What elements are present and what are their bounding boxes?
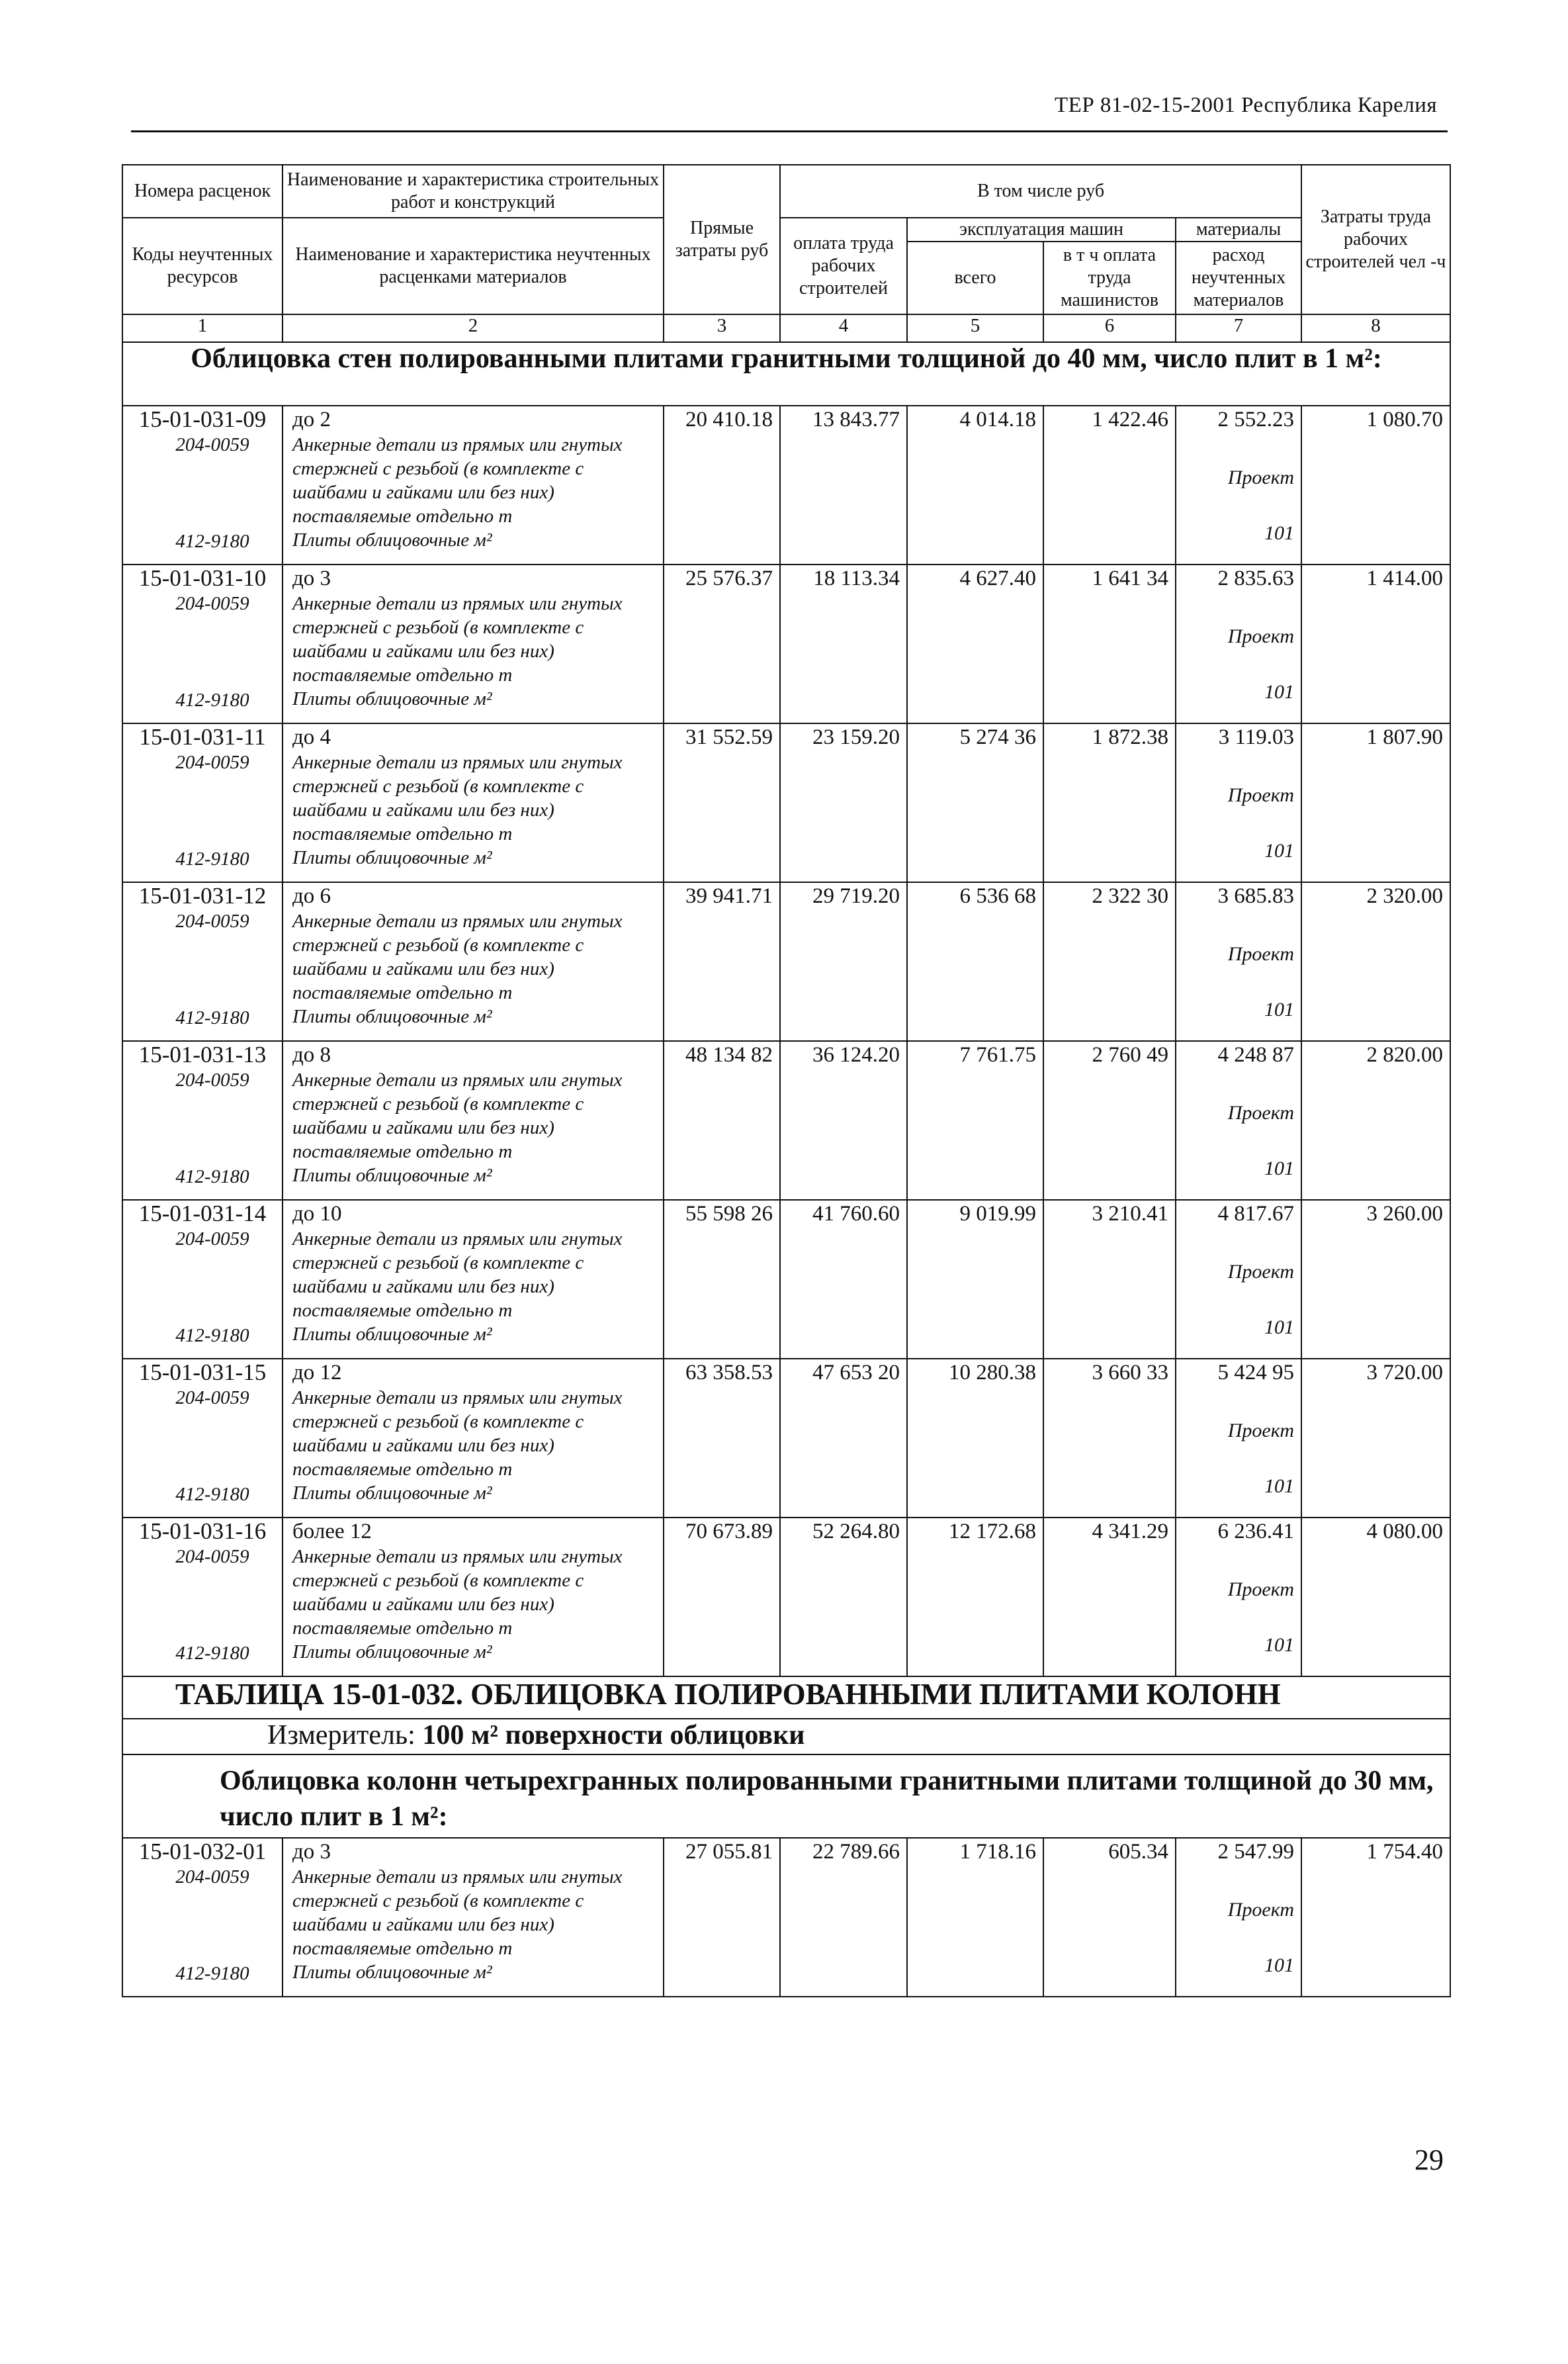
resource-name: Анкерные детали из прямых или гнутых стержней с резьбой (в комплекте с шайбами и гайками или без них) поставляемые отдельно т <box>292 434 623 527</box>
resource-name: Плиты облицовочные м² <box>292 1641 492 1662</box>
direct-cost: 27 055.81 <box>664 1838 780 1997</box>
machines-wages-cost: 1 872.38 <box>1043 723 1176 882</box>
materials-cost: 4 817.67 <box>1217 1202 1295 1226</box>
materials-qty: 101 <box>1264 999 1295 1021</box>
labor-cost: 1 080.70 <box>1301 406 1450 565</box>
rate-code: 15-01-031-11 <box>139 724 266 750</box>
resource-name: Плиты облицовочные м² <box>292 1482 492 1504</box>
materials-cell <box>1176 1518 1301 1676</box>
resource-code: 412-9180 <box>175 1484 249 1505</box>
resource-name: Плиты облицовочные м² <box>292 1324 492 1345</box>
work-name: до 10 <box>292 1202 342 1226</box>
rates-table <box>122 164 1451 1997</box>
machines-cost: 6 536 68 <box>907 882 1043 1041</box>
table-unit-row <box>122 1719 1450 1754</box>
direct-cost: 25 576.37 <box>664 565 780 723</box>
wages-cost: 36 124.20 <box>780 1041 907 1200</box>
table-row <box>122 1041 1450 1200</box>
name-cell <box>283 882 664 1041</box>
col-machines: эксплуатация машин <box>907 218 1176 242</box>
resource-code: 412-9180 <box>175 690 249 711</box>
unit-value: 100 м² поверхности облицовки <box>422 1720 805 1750</box>
labor-cost: 3 260.00 <box>1301 1200 1450 1359</box>
materials-cell <box>1176 1359 1301 1518</box>
rate-code: 15-01-031-15 <box>138 1359 267 1385</box>
machines-wages-cost: 1 641 34 <box>1043 565 1176 723</box>
resource-name: Анкерные детали из прямых или гнутых стержней с резьбой (в комплекте с шайбами и гайками или без них) поставляемые отдельно т <box>292 752 623 844</box>
resource-name: Анкерные детали из прямых или гнутых стержней с резьбой (в комплекте с шайбами и гайками или без них) поставляемые отдельно т <box>292 1866 623 1959</box>
section-title: Облицовка колонн четырехгранных полированными гранитными плитами толщиной до 30 мм, число плит в 1 м²: <box>122 1754 1450 1838</box>
table2-head <box>122 1676 1450 1838</box>
name-cell <box>283 406 664 565</box>
col-labor: Затраты труда рабочих строителей чел -ч <box>1301 165 1450 314</box>
materials-cell <box>1176 1041 1301 1200</box>
labor-cost: 4 080.00 <box>1301 1518 1450 1676</box>
materials-project: Проект <box>1227 1899 1295 1921</box>
wages-cost: 41 760.60 <box>780 1200 907 1359</box>
code-cell <box>122 565 283 723</box>
materials-cost: 5 424 95 <box>1217 1361 1295 1385</box>
resource-code: 204-0059 <box>175 911 249 932</box>
machines-wages-cost: 4 341.29 <box>1043 1518 1176 1676</box>
materials-cell <box>1176 565 1301 723</box>
materials-cell <box>1176 1838 1301 1997</box>
name-cell <box>283 1518 664 1676</box>
code-cell <box>122 406 283 565</box>
code-cell <box>122 1838 283 1997</box>
table-row <box>122 723 1450 882</box>
materials-qty: 101 <box>1264 1158 1295 1179</box>
direct-cost: 31 552.59 <box>664 723 780 882</box>
materials-project: Проект <box>1227 1420 1295 1441</box>
col-number: 7 <box>1176 314 1301 342</box>
code-cell <box>122 1359 283 1518</box>
resource-code: 204-0059 <box>175 1546 249 1567</box>
resource-code: 412-9180 <box>175 1643 249 1664</box>
col-code-bottom: Коды неучтенных ресурсов <box>122 218 283 314</box>
col-materials-unaccounted: расход неучтенных материалов <box>1176 242 1301 314</box>
resource-name: Плиты облицовочные м² <box>292 1962 492 1983</box>
work-name: до 3 <box>292 1840 331 1864</box>
direct-cost: 20 410.18 <box>664 406 780 565</box>
code-cell <box>122 1200 283 1359</box>
resource-code: 412-9180 <box>175 1007 249 1028</box>
rate-code: 15-01-031-16 <box>138 1518 267 1544</box>
machines-wages-cost: 2 760 49 <box>1043 1041 1176 1200</box>
labor-cost: 2 820.00 <box>1301 1041 1450 1200</box>
header-rule <box>131 130 1448 132</box>
resource-name: Анкерные детали из прямых или гнутых стержней с резьбой (в комплекте с шайбами и гайками или без них) поставляемые отдельно т <box>292 911 623 1003</box>
section-title-row <box>122 1754 1450 1838</box>
resource-name: Плиты облицовочные м² <box>292 1165 492 1186</box>
rate-code: 15-01-031-12 <box>138 883 267 909</box>
materials-qty: 101 <box>1264 681 1295 703</box>
materials-project: Проект <box>1227 784 1295 806</box>
rate-code: 15-01-031-13 <box>138 1042 267 1068</box>
materials-cost: 6 236.41 <box>1217 1520 1295 1543</box>
table-row <box>122 406 1450 565</box>
resource-name: Анкерные детали из прямых или гнутых стержней с резьбой (в комплекте с шайбами и гайками или без них) поставляемые отдельно т <box>292 1228 623 1321</box>
materials-cell <box>1176 723 1301 882</box>
materials-qty: 101 <box>1264 1316 1295 1338</box>
machines-wages-cost: 3 660 33 <box>1043 1359 1176 1518</box>
work-name: до 8 <box>292 1043 331 1067</box>
table-row <box>122 565 1450 723</box>
machines-cost: 5 274 36 <box>907 723 1043 882</box>
col-materials: материалы <box>1176 218 1301 242</box>
materials-cell <box>1176 1200 1301 1359</box>
rate-code: 15-01-031-14 <box>138 1201 267 1226</box>
materials-qty: 101 <box>1264 1634 1295 1656</box>
resource-code: 412-9180 <box>175 1963 249 1984</box>
materials-cost: 2 547.99 <box>1217 1840 1295 1864</box>
code-cell <box>122 1518 283 1676</box>
resource-name: Плиты облицовочные м² <box>292 1006 492 1027</box>
machines-wages-cost: 605.34 <box>1043 1838 1176 1997</box>
materials-qty: 101 <box>1264 840 1295 862</box>
table-title-row <box>122 1676 1450 1719</box>
direct-cost: 70 673.89 <box>664 1518 780 1676</box>
materials-cost: 3 119.03 <box>1218 725 1295 749</box>
rate-code: 15-01-031-10 <box>138 565 267 591</box>
materials-project: Проект <box>1227 1261 1295 1283</box>
col-machines-total: всего <box>907 242 1043 314</box>
col-number: 3 <box>664 314 780 342</box>
materials-project: Проект <box>1227 1578 1295 1600</box>
name-cell <box>283 723 664 882</box>
page-number: 29 <box>1415 2144 1444 2176</box>
direct-cost: 55 598 26 <box>664 1200 780 1359</box>
resource-name: Анкерные детали из прямых или гнутых стержней с резьбой (в комплекте с шайбами и гайками или без них) поставляемые отдельно т <box>292 1069 623 1162</box>
col-direct: Прямые затраты руб <box>664 165 780 314</box>
table-row <box>122 1200 1450 1359</box>
code-cell <box>122 1041 283 1200</box>
col-number: 2 <box>283 314 664 342</box>
resource-name: Анкерные детали из прямых или гнутых стержней с резьбой (в комплекте с шайбами и гайками или без них) поставляемые отдельно т <box>292 1546 623 1639</box>
name-cell <box>283 1200 664 1359</box>
code-cell <box>122 882 283 1041</box>
materials-cell <box>1176 406 1301 565</box>
col-code-top: Номера расценок <box>122 165 283 218</box>
machines-cost: 9 019.99 <box>907 1200 1043 1359</box>
table-unit <box>122 1719 1450 1754</box>
resource-code: 412-9180 <box>175 1325 249 1346</box>
materials-project: Проект <box>1227 943 1295 965</box>
table2-body <box>122 1838 1450 1997</box>
col-number: 8 <box>1301 314 1450 342</box>
col-number: 4 <box>780 314 907 342</box>
rate-code: 15-01-032-01 <box>138 1839 267 1864</box>
col-number: 6 <box>1043 314 1176 342</box>
materials-qty: 101 <box>1264 522 1295 544</box>
materials-qty: 101 <box>1264 1954 1295 1976</box>
materials-cell <box>1176 882 1301 1041</box>
work-name: более 12 <box>292 1520 372 1543</box>
materials-cost: 2 552.23 <box>1217 408 1295 432</box>
column-numbers-row <box>122 314 1450 342</box>
direct-cost: 39 941.71 <box>664 882 780 1041</box>
materials-cost: 2 835.63 <box>1217 567 1295 590</box>
labor-cost: 2 320.00 <box>1301 882 1450 1041</box>
name-cell <box>283 565 664 723</box>
col-number: 1 <box>122 314 283 342</box>
machines-cost: 10 280.38 <box>907 1359 1043 1518</box>
materials-cost: 3 685.83 <box>1217 884 1295 908</box>
labor-cost: 1 754.40 <box>1301 1838 1450 1997</box>
wages-cost: 23 159.20 <box>780 723 907 882</box>
section-title: Облицовка стен полированными плитами гранитными толщиной до 40 мм, число плит в 1 м²: <box>122 342 1450 406</box>
materials-project: Проект <box>1227 625 1295 647</box>
table-row <box>122 1359 1450 1518</box>
table-title: ТАБЛИЦА 15-01-032. ОБЛИЦОВКА ПОЛИРОВАННЫМИ ПЛИТАМИ КОЛОНН <box>122 1676 1450 1719</box>
labor-cost: 3 720.00 <box>1301 1359 1450 1518</box>
wages-cost: 22 789.66 <box>780 1838 907 1997</box>
code-cell <box>122 723 283 882</box>
document-header: ТЕР 81-02-15-2001 Республика Карелия <box>1055 93 1438 117</box>
col-name-top: Наименование и характеристика строительных работ и конструкций <box>283 165 664 218</box>
col-number: 5 <box>907 314 1043 342</box>
resource-code: 412-9180 <box>175 531 249 552</box>
work-name: до 3 <box>292 567 331 590</box>
rate-code: 15-01-031-09 <box>138 406 267 432</box>
resource-name: Плиты облицовочные м² <box>292 688 492 709</box>
direct-cost: 48 134 82 <box>664 1041 780 1200</box>
resource-code: 204-0059 <box>175 1228 249 1250</box>
col-name-bottom: Наименование и характеристика неучтенных расценками материалов <box>283 218 664 314</box>
resource-code: 204-0059 <box>175 752 249 773</box>
labor-cost: 1 414.00 <box>1301 565 1450 723</box>
wages-cost: 52 264.80 <box>780 1518 907 1676</box>
work-name: до 12 <box>292 1361 342 1385</box>
resource-code: 412-9180 <box>175 1166 249 1187</box>
name-cell <box>283 1041 664 1200</box>
section1-body <box>122 342 1450 1676</box>
direct-cost: 63 358.53 <box>664 1359 780 1518</box>
resource-name: Анкерные детали из прямых или гнутых стержней с резьбой (в комплекте с шайбами и гайками или без них) поставляемые отдельно т <box>292 1387 623 1480</box>
machines-cost: 12 172.68 <box>907 1518 1043 1676</box>
col-wages: оплата труда рабочих строителей <box>780 218 907 314</box>
col-machines-wages: в т ч оплата труда машинистов <box>1043 242 1176 314</box>
resource-code: 204-0059 <box>175 593 249 614</box>
table-row <box>122 882 1450 1041</box>
resource-code: 204-0059 <box>175 1866 249 1887</box>
resource-name: Анкерные детали из прямых или гнутых стержней с резьбой (в комплекте с шайбами и гайками или без них) поставляемые отдельно т <box>292 593 623 686</box>
name-cell <box>283 1838 664 1997</box>
machines-cost: 4 014.18 <box>907 406 1043 565</box>
section-title-row <box>122 342 1450 406</box>
materials-project: Проект <box>1227 1102 1295 1124</box>
materials-qty: 101 <box>1264 1475 1295 1497</box>
machines-cost: 1 718.16 <box>907 1838 1043 1997</box>
machines-wages-cost: 2 322 30 <box>1043 882 1176 1041</box>
wages-cost: 29 719.20 <box>780 882 907 1041</box>
resource-code: 204-0059 <box>175 1387 249 1408</box>
wages-cost: 47 653 20 <box>780 1359 907 1518</box>
resource-name: Плиты облицовочные м² <box>292 529 492 551</box>
labor-cost: 1 807.90 <box>1301 723 1450 882</box>
materials-cost: 4 248 87 <box>1217 1043 1295 1067</box>
col-incl: В том числе руб <box>780 165 1301 218</box>
machines-wages-cost: 3 210.41 <box>1043 1200 1176 1359</box>
resource-code: 204-0059 <box>175 1069 249 1091</box>
unit-label: Измеритель: <box>267 1720 415 1750</box>
name-cell <box>283 1359 664 1518</box>
wages-cost: 18 113.34 <box>780 565 907 723</box>
resource-name: Плиты облицовочные м² <box>292 847 492 868</box>
machines-cost: 4 627.40 <box>907 565 1043 723</box>
wages-cost: 13 843.77 <box>780 406 907 565</box>
table-row <box>122 1518 1450 1676</box>
work-name: до 4 <box>292 725 331 749</box>
work-name: до 6 <box>292 884 331 908</box>
table-row <box>122 1838 1450 1997</box>
machines-cost: 7 761.75 <box>907 1041 1043 1200</box>
resource-code: 412-9180 <box>175 848 249 870</box>
work-name: до 2 <box>292 408 331 432</box>
machines-wages-cost: 1 422.46 <box>1043 406 1176 565</box>
resource-code: 204-0059 <box>175 434 249 455</box>
materials-project: Проект <box>1227 467 1295 488</box>
table-header <box>122 165 1450 342</box>
